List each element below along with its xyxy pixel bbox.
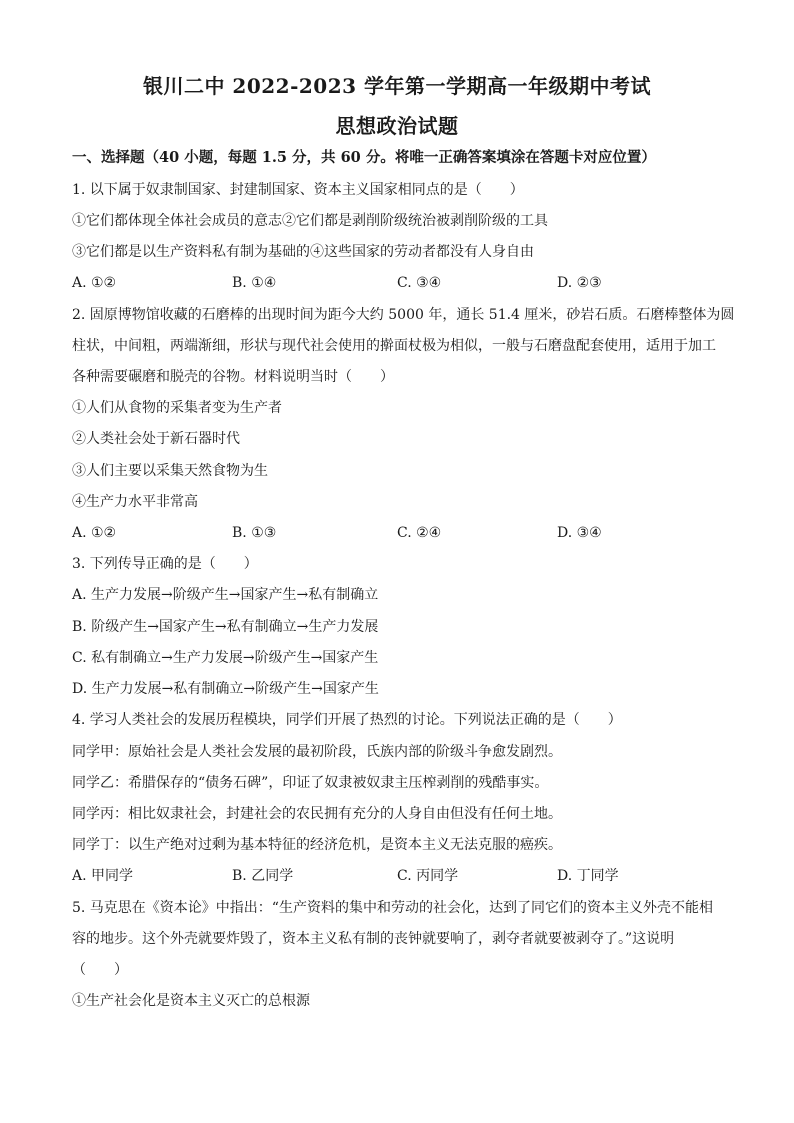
question-4-statement: 同学丁：以生产绝对过剩为基本特征的经济危机，是资本主义无法克服的癌疾。 xyxy=(72,837,562,853)
question-4-options xyxy=(72,866,732,886)
question-2-stem: 2. 固原博物馆收藏的石磨棒的出现时间为距今大约 5000 年，通长 51.4 厘米，砂岩石质。石磨棒整体为圆 xyxy=(72,307,735,323)
question-3-stem: 3. 下列传导正确的是（ ） xyxy=(72,556,258,572)
exam-subtitle: 思想政治试题 xyxy=(335,114,459,138)
option-c: C. 丙同学 xyxy=(397,868,459,884)
question-4-statement: 同学甲：原始社会是人类社会发展的最初阶段，氏族内部的阶级斗争愈发剧烈。 xyxy=(72,744,562,760)
question-2-stem: 柱状，中间粗，两端渐细，形状与现代社会使用的擀面杖极为相似，一般与石磨盘配套使用，适用于加工 xyxy=(72,338,716,354)
question-2-options xyxy=(72,523,732,543)
question-2-statement: ④生产力水平非常高 xyxy=(72,494,198,510)
question-4-statement: 同学丙：相比奴隶社会，封建社会的农民拥有充分的人身自由但没有任何土地。 xyxy=(72,806,562,822)
option-a: A. 生产力发展→阶级产生→国家产生→私有制确立 xyxy=(72,587,379,603)
option-d: D. 生产力发展→私有制确立→阶级产生→国家产生 xyxy=(72,681,379,697)
section-heading: 一、选择题（40 小题，每题 1.5 分，共 60 分。将唯一正确答案填涂在答题卡对应位置） xyxy=(72,149,656,166)
option-a: A. 甲同学 xyxy=(72,868,134,884)
question-5-stem: 容的地步。这个外壳就要炸毁了，资本主义私有制的丧钟就要响了，剥夺者就要被剥夺了。”这说明 xyxy=(72,931,675,947)
question-1-stem: 1. 以下属于奴隶制国家、封建制国家、资本主义国家相同点的是（ ） xyxy=(72,182,524,198)
question-2-statement: ③人们主要以采集天然食物为生 xyxy=(72,463,268,479)
option-b: B. ①④ xyxy=(232,275,277,291)
option-d: D. 丁同学 xyxy=(557,868,619,884)
option-d: D. ②③ xyxy=(557,275,602,291)
question-4-statement: 同学乙：希腊保存的“债务石碑”，印证了奴隶被奴隶主压榨剥削的残酷事实。 xyxy=(72,775,549,791)
option-b: B. 阶级产生→国家产生→私有制确立→生产力发展 xyxy=(72,619,379,635)
question-5-stem: 5. 马克思在《资本论》中指出：“生产资料的集中和劳动的社会化，达到了同它们的资本主义外壳不能相 xyxy=(72,900,713,916)
question-1-statement: ③它们都是以生产资料私有制为基础的④这些国家的劳动者都没有人身自由 xyxy=(72,244,534,260)
option-a: A. ①② xyxy=(72,525,117,541)
question-1-options xyxy=(72,273,732,293)
question-4-stem: 4. 学习人类社会的发展历程模块，同学们开展了热烈的讨论。下列说法正确的是（ ） xyxy=(72,712,622,728)
option-b: B. 乙同学 xyxy=(232,868,294,884)
option-c: C. 私有制确立→生产力发展→阶级产生→国家产生 xyxy=(72,650,379,666)
question-2-statement: ①人们从食物的采集者变为生产者 xyxy=(72,400,282,416)
option-d: D. ③④ xyxy=(557,525,602,541)
question-2-stem: 各种需要碾磨和脱壳的谷物。材料说明当时（ ） xyxy=(72,369,394,385)
exam-title: 银川二中 2022-2023 学年第一学期高一年级期中考试 xyxy=(142,74,652,98)
option-c: C. ③④ xyxy=(397,275,442,291)
option-a: A. ①② xyxy=(72,275,117,291)
question-2-statement: ②人类社会处于新石器时代 xyxy=(72,431,240,447)
question-1-statement: ①它们都体现全体社会成员的意志②它们都是剥削阶级统治被剥削阶级的工具 xyxy=(72,213,548,229)
option-c: C. ②④ xyxy=(397,525,442,541)
option-b: B. ①③ xyxy=(232,525,277,541)
question-5-stem: （ ） xyxy=(72,962,128,978)
question-5-statement: ①生产社会化是资本主义灭亡的总根源 xyxy=(72,993,310,1009)
